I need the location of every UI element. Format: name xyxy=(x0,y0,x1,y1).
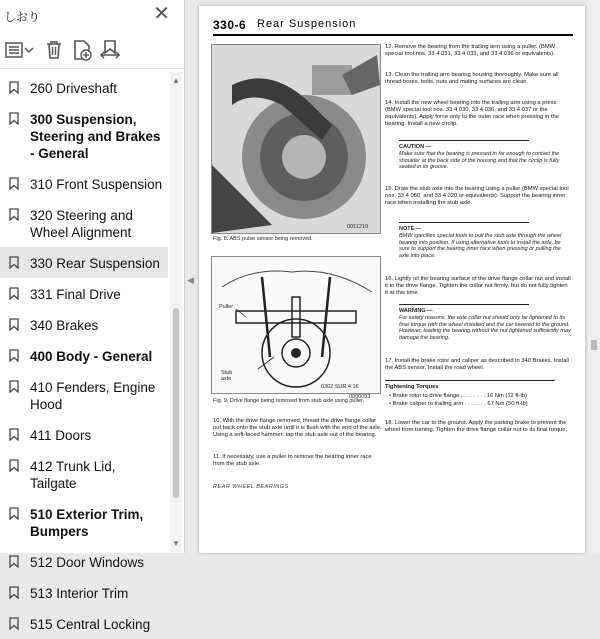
bookmark-label: 260 Driveshaft xyxy=(30,81,118,96)
figure-9-ref: 6302 SUR 4 16 xyxy=(321,384,359,390)
stub-axle-label: Stub axle xyxy=(221,370,233,382)
bookmark-label: 515 Central Locking xyxy=(30,617,151,632)
bookmark-icon xyxy=(9,586,19,599)
bookmark-label: 412 Trunk Lid, Tailgate xyxy=(30,459,116,491)
scroll-up-icon[interactable]: ▲ xyxy=(172,76,180,85)
step-14: 14. Install the new wheel bearing into the trailing arm using a press (BMW special tool nos. 33 4 030, 33 4 036, and 33 4 037 or the equivalents). Apply force only to the outer race when pressing in the bearing. Install a new circlip. xyxy=(385,100,560,127)
page-footer: REAR WHEEL BEARINGS xyxy=(213,484,289,490)
step-18: 18. Lower the car to the ground. Apply the parking brake to prevent the wheel from turning. Tighten the drive flange collar nut to its final torque. xyxy=(385,420,568,433)
step-17: 17. Install the brake rotor and caliper as described in 340 Brakes. Install the ABS sensor. Install the road wheel. xyxy=(385,358,569,371)
header-rule xyxy=(213,34,573,36)
bookmarks-header xyxy=(0,0,184,32)
bookmark-item[interactable] xyxy=(0,199,168,247)
figure-9-code: 0000093 xyxy=(349,394,371,400)
abs-sensor-photo xyxy=(212,45,380,233)
figure-8-photo xyxy=(211,44,381,234)
bookmark-item[interactable] xyxy=(0,419,168,450)
note-rule xyxy=(399,222,529,223)
puller-label: Puller xyxy=(219,304,234,310)
torque-title: Tightening Torques xyxy=(385,384,439,390)
options-menu-icon[interactable] xyxy=(4,38,34,62)
bookmarks-panel xyxy=(0,0,185,632)
step-15: 15. Draw the stub axle into the bearing using a puller (BMW special tool nos. 33 4 080, and 33 4 020 or equivalents). Support the bearing inner race when installing the stub axle. xyxy=(385,186,569,206)
bookmark-label: 510 Exterior Trim, Bumpers xyxy=(30,507,144,539)
bookmark-icon xyxy=(9,617,19,630)
bookmark-icon xyxy=(9,318,19,331)
bookmark-icon xyxy=(9,507,19,520)
warning-title: WARNING — xyxy=(399,308,433,314)
bookmark-icon xyxy=(9,208,19,221)
export-bookmark-icon[interactable] xyxy=(98,38,122,62)
add-bookmark-icon[interactable] xyxy=(70,38,94,62)
bookmark-icon xyxy=(9,112,19,125)
bookmark-label: 411 Doors xyxy=(30,428,92,443)
warning-text: For safety reasons, the axle collar nut should only be tightened to its final torque with the wheel installed and the car lowered to the ground. However, loading the bearing without the nut tightened sufficiently may damage the bearing. xyxy=(399,315,571,341)
bookmark-label: 310 Front Suspension xyxy=(30,177,163,192)
note-title: NOTE — xyxy=(399,226,422,232)
bookmark-item[interactable] xyxy=(0,278,168,309)
warning-rule xyxy=(399,304,529,305)
bookmark-item[interactable] xyxy=(0,103,168,168)
bookmark-item[interactable] xyxy=(0,340,168,371)
step-11: 11. If necessary, use a puller to remove the bearing inner race from the stub axle. xyxy=(213,454,372,467)
bookmark-label: 512 Door Windows xyxy=(30,555,145,570)
torque-item-2: • Brake caliper to trailing arm . . . . . . . 67 Nm (50 ft-lb) xyxy=(389,401,528,407)
bookmark-icon xyxy=(9,177,19,190)
caution-rule xyxy=(399,140,529,141)
caution-text: Make sure that the bearing is pressed in far enough to contact the shoulder at the back side of the housing and that the circlip is fully seated in its groove. xyxy=(399,151,560,170)
bookmark-item[interactable] xyxy=(0,608,168,639)
note-text: BMW specifies special tools to pull the stub axle through the wheel bearing into position. If using alternative tools to install the axle, be sure to support the bearing inner race when pressing or pulling the axle into place. xyxy=(399,233,562,259)
page-number: 330-6 xyxy=(213,18,247,32)
bookmark-label: 400 Body - General xyxy=(30,349,153,364)
step-12: 12. Remove the bearing from the trailing arm using a puller. (BMW special tool nos. 33 4 031, 33 4 033, and 33 4 036 or equivalents). xyxy=(385,44,556,57)
bookmarks-scrollbar[interactable] xyxy=(170,72,182,552)
step-16: 16. Lightly oil the bearing surface of the drive flange collar nut and install it to the drive flange. Tighten the collar nut firmly, but do not fully tighten it at this time. xyxy=(385,276,571,296)
bookmark-item[interactable] xyxy=(0,577,168,608)
bookmarks-toolbar xyxy=(0,32,184,69)
bookmark-label: 330 Rear Suspension xyxy=(30,256,160,271)
bookmark-icon xyxy=(9,349,19,362)
bookmark-icon xyxy=(9,428,19,441)
bookmark-item[interactable] xyxy=(0,309,168,340)
bookmark-item[interactable] xyxy=(0,450,168,498)
caution-title: CAUTION — xyxy=(399,144,432,150)
bookmarks-title: しおり xyxy=(4,10,41,24)
step-10: 10. With the drive flange removed, thread the drive flange collar nut back onto the stub axle until it is flush with the end of the axle. Using a soft-faced hammer, tap the stub axle out of the bearing. xyxy=(213,418,382,438)
figure-8-code: 0011210 xyxy=(347,224,369,230)
document-page xyxy=(199,6,585,553)
scrollbar-thumb[interactable] xyxy=(173,308,179,498)
bookmark-item[interactable] xyxy=(0,371,168,419)
document-scrollbar-thumb[interactable] xyxy=(591,340,597,350)
bookmark-item[interactable] xyxy=(0,72,168,103)
step-13: 13. Clean the trailing arm bearing housing thoroughly. Make sure all thread bores, bolts, nuts and mating surfaces are clean. xyxy=(385,72,559,85)
bookmark-label: 410 Fenders, Engine Hood xyxy=(30,380,156,412)
bookmark-label: 513 Interior Trim xyxy=(30,586,129,601)
bookmark-item[interactable] xyxy=(0,546,168,577)
bookmark-list xyxy=(0,72,168,639)
delete-icon[interactable] xyxy=(42,38,66,62)
collapse-panel-icon[interactable]: ◀ xyxy=(187,275,194,285)
torque-rule xyxy=(385,380,555,381)
figure-8-caption: Fig. 8. ABS pulse sensor being removed. xyxy=(213,236,313,242)
close-icon[interactable]: ✕ xyxy=(153,3,170,25)
page-title: Rear Suspension xyxy=(257,18,357,30)
bookmark-icon xyxy=(9,380,19,393)
scroll-down-icon[interactable]: ▼ xyxy=(172,539,180,548)
bookmark-icon xyxy=(9,555,19,568)
bookmark-item[interactable] xyxy=(0,168,168,199)
bookmark-label: 340 Brakes xyxy=(30,318,99,333)
bookmark-label: 300 Suspension, Steering and Brakes - General xyxy=(30,112,161,161)
bookmark-icon xyxy=(9,287,19,300)
bookmark-icon xyxy=(9,459,19,472)
bookmark-label: 320 Steering and Wheel Alignment xyxy=(30,208,133,240)
bookmark-icon xyxy=(9,81,19,94)
bookmark-item[interactable] xyxy=(0,247,168,278)
bookmark-icon xyxy=(9,256,19,269)
figure-9-caption: Fig. 9. Drive flange being removed from stub axle using puller. xyxy=(213,398,365,404)
torque-item-1: • Brake rotor to drive flange . . . . . . . . 16 Nm (12 ft-lb) xyxy=(389,393,527,399)
bookmark-item[interactable] xyxy=(0,498,168,546)
document-scrollbar[interactable] xyxy=(588,0,600,553)
bookmark-label: 331 Final Drive xyxy=(30,287,121,302)
